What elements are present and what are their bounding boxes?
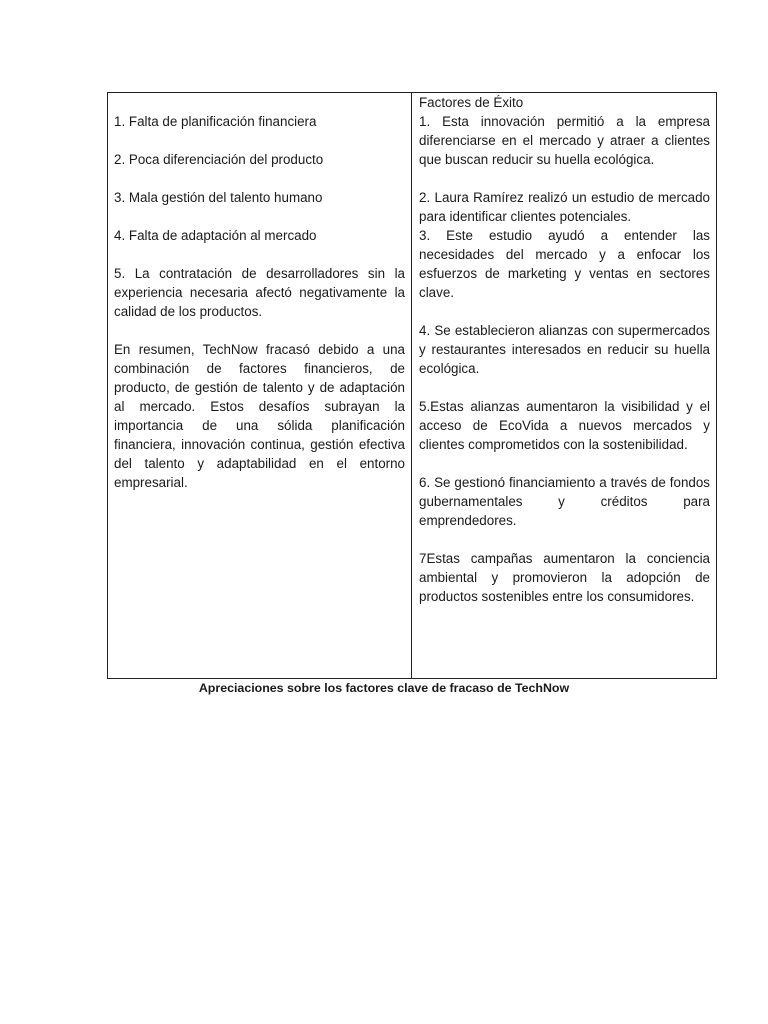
summary-paragraph: En resumen, TechNow fracasó debido a una combinación de factores financieros, de producto, de gestión de talento y de adaptación al mercado. Estos desafíos subrayan la importancia de una sólida planificación financiera, innovación continua, gestión efectiva del talento y adaptabilidad en el entorno empresarial. — [114, 342, 405, 490]
success-factor-4: 4. Se establecieron alianzas con supermercados y restaurantes interesados en reducir su huella ecológica. — [419, 323, 710, 376]
success-factor-7: 7Estas campañas aumentaron la conciencia ambiental y promovieron la adopción de productos sostenibles entre los consumidores. — [419, 551, 710, 604]
success-factor-1: 1. Esta innovación permitió a la empresa diferenciarse en el mercado y atraer a clientes que buscan reducir su huella ecológica. — [419, 114, 710, 167]
factors-table — [107, 92, 717, 679]
success-factors-heading: Factores de Éxito — [419, 95, 524, 110]
success-factor-3: 3. Este estudio ayudó a entender las necesidades del mercado y a enfocar los esfuerzos de marketing y ventas en sectores clave. — [419, 228, 710, 300]
success-factor-5: 5.Estas alianzas aumentaron la visibilidad y el acceso de EcoVida a nuevos mercados y clientes comprometidos con la sostenibilidad. — [419, 399, 710, 452]
success-factor-6: 6. Se gestionó financiamiento a través de fondos gubernamentales y créditos para emprendedores. — [419, 475, 710, 528]
failure-factor-5: 5. La contratación de desarrolladores sin la experiencia necesaria afectó negativamente la calidad de los productos. — [114, 266, 405, 319]
failure-factor-2: 2. Poca diferenciación del producto — [114, 152, 324, 167]
success-factors-column — [412, 93, 716, 678]
failure-factor-1: 1. Falta de planificación financiera — [114, 114, 317, 129]
success-factor-2: 2. Laura Ramírez realizó un estudio de mercado para identificar clientes potenciales. — [419, 190, 710, 224]
failure-factor-4: 4. Falta de adaptación al mercado — [114, 228, 317, 243]
failure-factors-column — [108, 93, 412, 678]
failure-factor-3: 3. Mala gestión del talento humano — [114, 190, 323, 205]
table-caption: Apreciaciones sobre los factores clave de fracaso de TechNow — [198, 681, 570, 695]
